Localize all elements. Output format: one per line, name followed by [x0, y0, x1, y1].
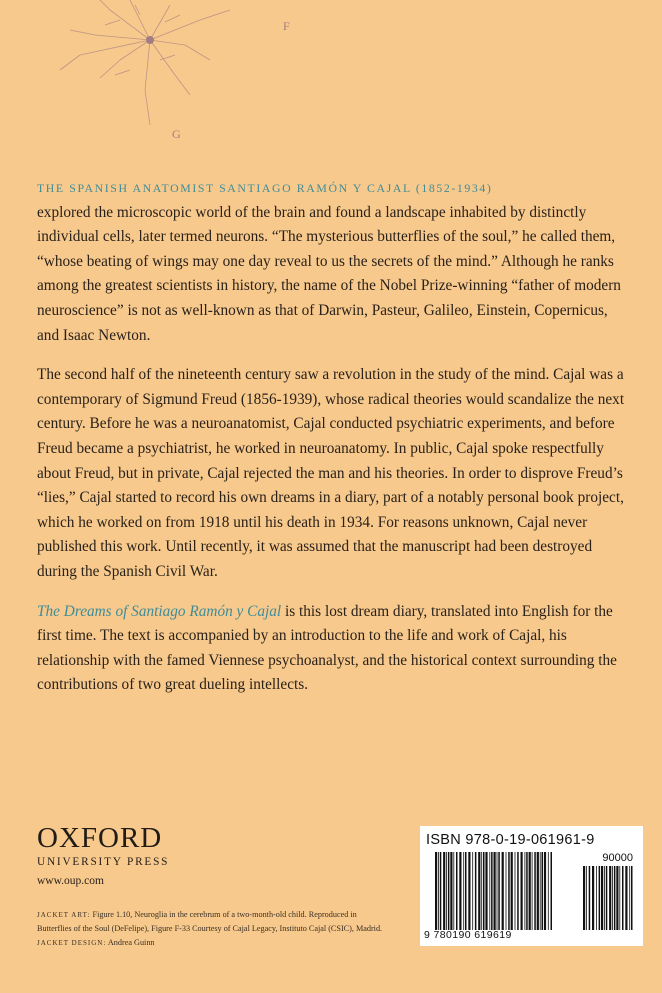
jacket-design-label: JACKET DESIGN:: [37, 938, 107, 947]
publisher-website: www.oup.com: [37, 875, 104, 887]
jacket-credits: [37, 908, 387, 950]
blurb-paragraph-3: [37, 600, 627, 698]
isbn-digits: 9 780190 619619: [424, 929, 512, 941]
figure-label-g: G: [172, 127, 181, 141]
barcode-addon-icon: [582, 866, 634, 930]
blurb-paragraph-2: The second half of the nineteenth century saw a revolution in the study of the mind. Cajal was a contemporary of Sigmund Freud (1856-1939), whose radical theories would scandalize the next century. Before he was a neuroanatomist, Cajal conducted psychiatric experiments, and before Freud became a psychiatrist, he worked in neuroanatomy. In public, Cajal spoke respectfully about Freud, but in private, Cajal rejected the man and his theories. In order to disprove Freud’s “lies,” Cajal started to record his own dreams in a diary, part of a notably personal book project, which he worked on from 1918 until his death in 1934. For reasons unknown, Cajal never published this work. Until recently, it was assumed that the manuscript had been destroyed during the Spanish Civil War.: [37, 366, 625, 580]
jacket-art-text: Figure 1.10, Neuroglia in the cerebrum of a two-month-old child. Reproduced in Butterflies of the Soul (DeFelipe), Figure F-33 Courtesy of Cajal Legacy, Instituto Cajal (CSIC), Madrid.: [37, 910, 383, 934]
blurb: [37, 176, 627, 698]
isbn-addon: 90000: [602, 852, 633, 864]
isbn-barcode-box: [420, 826, 643, 946]
blurb-paragraph-1: [37, 176, 627, 348]
barcode-icon: [434, 852, 554, 930]
blurb-paragraph-1-text: explored the microscopic world of the brain and found a landscape inhabited by distinctly individual cells, later termed neurons. “The mysterious butterflies of the soul,” he called them, “whose beating of wings may one day reveal to us the secrets of the mind.” Although he ranks among the greatest scientists in history, the name of the Nobel Prize-winning “father of modern neuroscience” is not as well-known as that of Darwin, Pasteur, Galileo, Einstein, Copernicus, and Isaac Newton.: [37, 203, 621, 344]
jacket-art-label: JACKET ART:: [37, 911, 91, 919]
book-title: The Dreams of Santiago Ramón y Cajal: [37, 602, 282, 620]
jacket-design-text: Andrea Guinn: [106, 937, 155, 947]
figure-label-f: F: [283, 19, 290, 33]
publisher-name: OXFORD: [37, 822, 163, 854]
neuroglia-illustration: [0, 0, 330, 150]
blurb-paragraph-3-text: is this lost dream diary, translated into English for the first time. The text is accompanied by an introduction to the life and work of Cajal, his relationship with the famed Viennese psychoanalyst, and the historical context surrounding the contributions of two great dueling intellects.: [37, 602, 617, 694]
publisher-logo: [37, 823, 169, 869]
blurb-lead: THE SPANISH ANATOMIST SANTIAGO RAMÓN Y CAJAL (1852-1934): [37, 181, 493, 195]
publisher-press: UNIVERSITY PRESS: [37, 856, 170, 868]
isbn-text: ISBN 978-0-19-061961-9: [426, 832, 595, 848]
